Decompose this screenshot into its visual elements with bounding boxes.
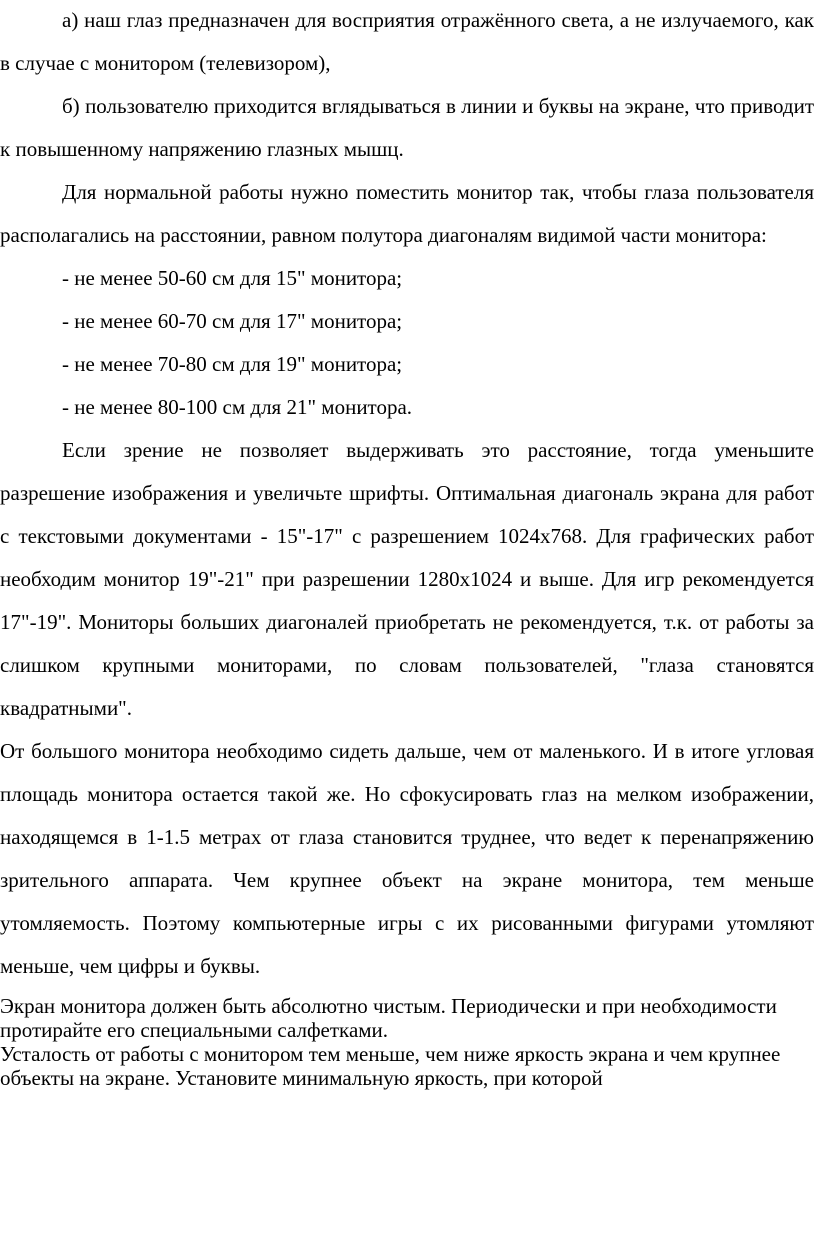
paragraph-distance: Для нормальной работы нужно поместить монитор так, чтобы глаза пользователя располагались на расстоянии, равном полутора диагоналям видимой части монитора: <box>0 180 814 247</box>
paragraph-large-monitor: От большого монитора необходимо сидеть дальше, чем от маленького. И в итоге угловая площадь монитора остается такой же. Но сфокусировать глаз на мелком изображении, находящемся в 1-1.5 метрах от глаза становится труднее, что ведет к перенапряжению зрительного аппарата. Чем крупнее объект на экране монитора, тем меньше утомляемость. Поэтому компьютерные игры с их рисованными фигурами утомляют меньше, чем цифры и буквы. <box>0 739 814 978</box>
distance-list <box>0 257 816 429</box>
paragraph-clean-screen: Экран монитора должен быть абсолютно чистым. Периодически и при необходимости протирайте его специальными салфетками. <box>0 994 777 1042</box>
paragraph-a: а) наш глаз предназначен для восприятия отражённого света, а не излучаемого, как в случае с монитором (телевизором), <box>0 8 814 75</box>
list-item: - не менее 50-60 см для 15" монитора; <box>62 266 403 290</box>
paragraph-resolution: Если зрение не позволяет выдерживать это расстояние, тогда уменьшите разрешение изображения и увеличьте шрифты. Оптимальная диагональ экрана для работ с текстовыми документами - 15"-17" с разрешением 1024x768. Для графических работ необходим монитор 19"-21" при разрешении 1280x1024 и выше. Для игр рекомендуется 17"-19". Мониторы больших диагоналей приобретать не рекомендуется, т.к. от работы за слишком крупными мониторами, по словам пользователей, "глаза становятся квадратными". <box>0 438 814 720</box>
list-item: - не менее 60-70 см для 17" монитора; <box>62 309 403 333</box>
paragraph-brightness: Усталость от работы с монитором тем меньше, чем ниже яркость экрана и чем крупнее объекты на экране. Установите минимальную яркость, при которой <box>0 1042 781 1090</box>
list-item: - не менее 80-100 см для 21" монитора. <box>62 395 413 419</box>
list-item: - не менее 70-80 см для 19" монитора; <box>62 352 403 376</box>
paragraph-b: б) пользователю приходится вглядываться в линии и буквы на экране, что приводит к повышенному напряжению глазных мышц. <box>0 94 814 161</box>
